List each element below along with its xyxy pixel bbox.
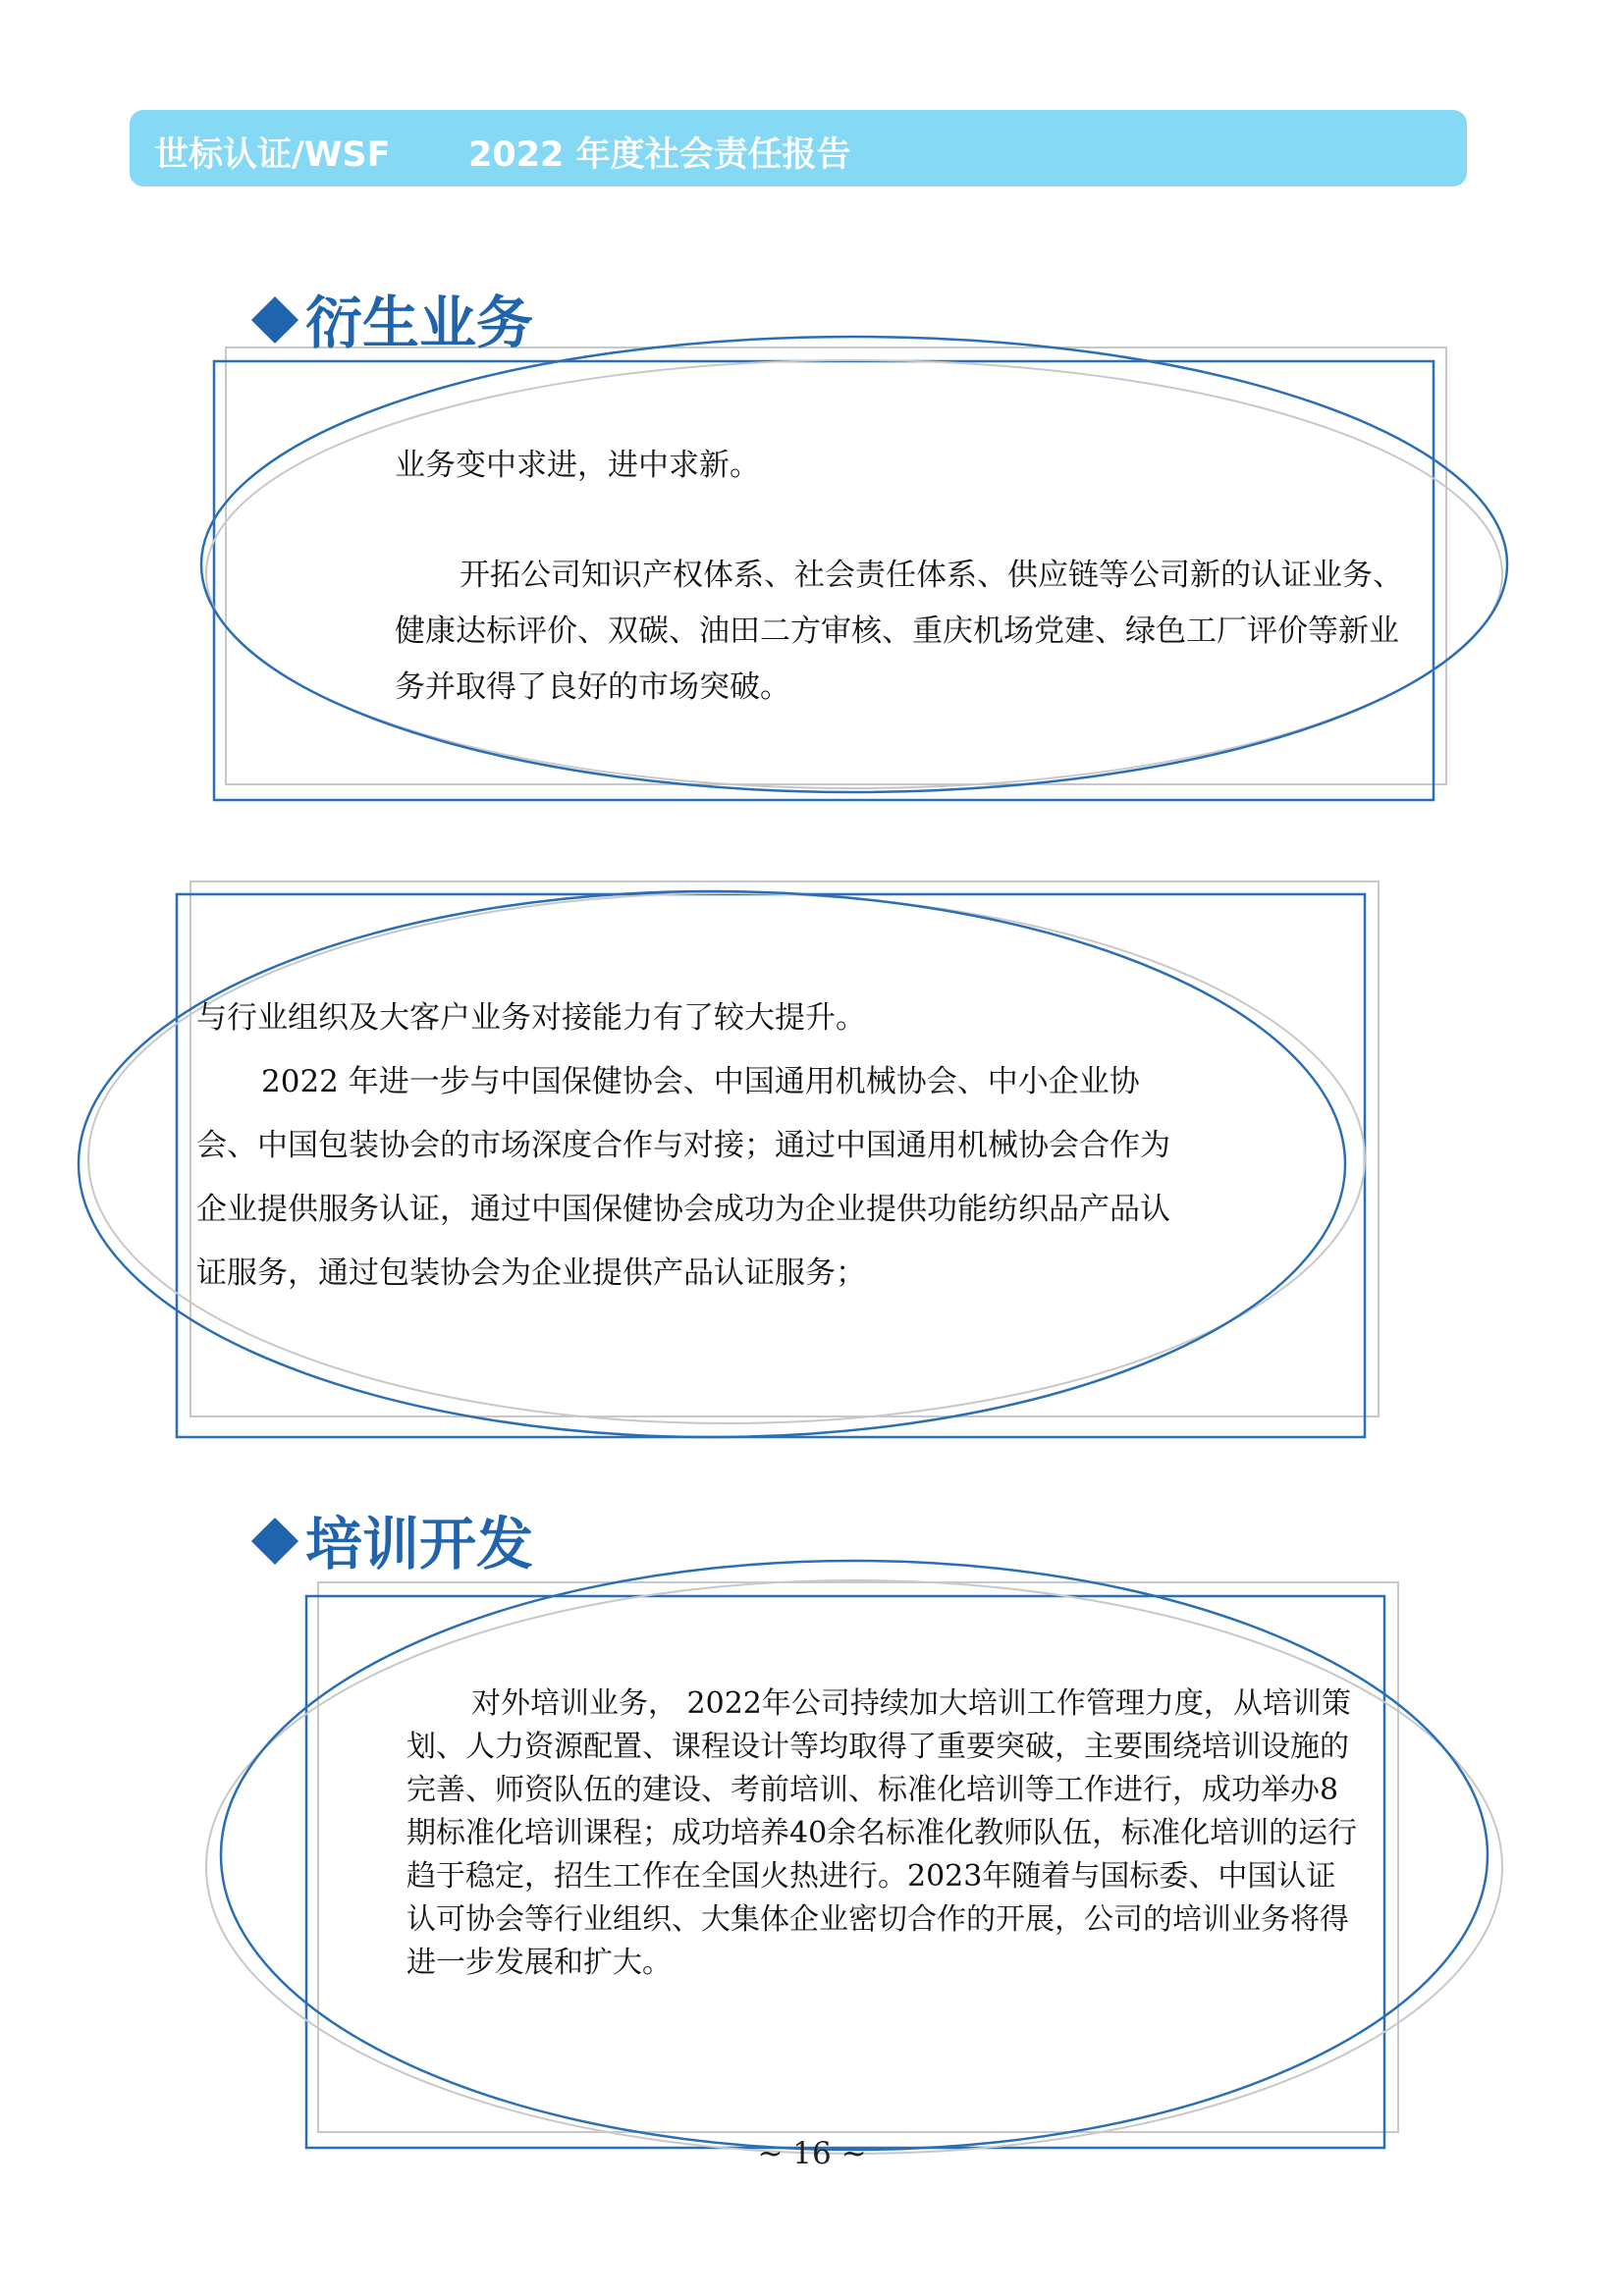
section-heading-text: 衍生业务	[305, 290, 534, 356]
header-org: 世标认证/WSF	[154, 135, 391, 175]
training-body: 对外培训业务， 2022年公司持续加大培训工作管理力度，从培训策划、人力资源配置、课程设计等均取得了重要突破，主要围绕培训设施的完善、师资队伍的建设、考前培训、标准化培训等工作进行，成功举办8期标准化培训课程；成功培养40余名标准化教师队伍，标准化培训的运行趋于稳定，招生工作在全国火热进行。2023年随着与国标委、中国认证认可协会等行业组织、大集体企业密切合作的开展，公司的培训业务将得进一步发展和扩大。	[406, 1686, 1358, 1980]
derivative-body: 开拓公司知识产权体系、社会责任体系、供应链等公司新的认证业务、健康达标评价、双碳、油田二方审核、重庆机场党建、绿色工厂评价等新业务并取得了良好的市场突破。	[395, 558, 1403, 705]
page-number: ~ 16 ~	[757, 2136, 867, 2171]
section-heading-training	[250, 1498, 533, 1580]
derivative-intro: 业务变中求进，进中求新。	[395, 448, 760, 483]
section-heading-derivative	[250, 277, 533, 359]
header-report-title: 2022 年度社会责任报告	[468, 135, 851, 175]
association-intro: 与行业组织及大客户业务对接能力有了较大提升。	[196, 1000, 866, 1036]
diamond-bullet-icon	[251, 1518, 298, 1565]
diamond-bullet-icon	[251, 296, 298, 344]
association-body: 2022 年进一步与中国保健协会、中国通用机械协会、中小企业协会、中国包装协会的市场深度合作与对接；通过中国通用机械协会合作为企业提供服务认证，通过中国保健协会成功为企业提供功能纺织品产品认证服务，通过包装协会为企业提供产品认证服务；	[196, 1064, 1170, 1291]
section-heading-text: 培训开发	[305, 1511, 534, 1577]
